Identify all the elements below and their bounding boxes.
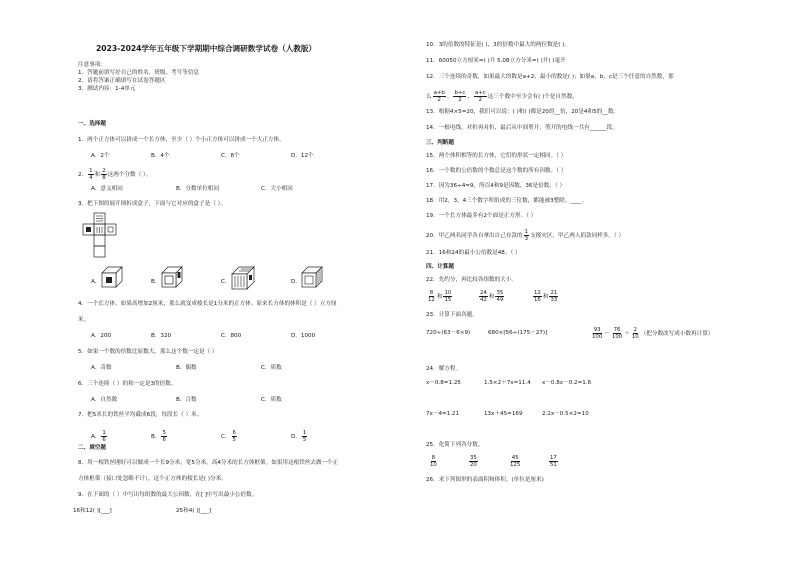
denominator: 100 [611,334,623,340]
option: D． [291,279,301,285]
question-1: 1．两个正方体可以拼成一个长方体，至少（ ）个小正方体可以拼成一个大正方体。 [78,137,285,143]
question-2-prefix: 2． [78,172,88,178]
equation: 7x－4=1.21 [426,411,460,417]
denominator: 100 [592,334,603,340]
numerator: 8 [431,455,436,461]
cube-option-d [301,266,323,288]
numerator: 6 [232,430,236,436]
option-label: B． [151,434,161,440]
fraction [524,229,529,242]
question-25: 25．化简下列各分数。 [426,442,484,448]
fraction [533,290,542,303]
q20-suffix: 支援灾区，甲乙两人捐款同样多。（ ） [530,233,625,239]
denominator: 49 [496,297,504,303]
question-24: 24．解方程。 [426,366,462,372]
option: C．质数 [261,397,282,403]
option: B．320 [151,333,172,339]
fraction [443,290,452,303]
section-heading-calc: 四、计算题 [426,264,454,270]
fraction [631,327,640,340]
question-13: 13．根据4×5=20，我们可以说：( )和( )都是20的__倍，20是4和5的__数。 [426,109,620,115]
fraction [429,455,438,468]
q23-expr-1: 720÷(63－6×9) [426,330,471,336]
option-label: A． [91,434,101,440]
question-9-item: 25和4( )[___] [176,508,212,514]
question-15: 15．两个体积相等的长方体，它们的形状一定相同。（ ） [426,153,567,159]
note-line: 1．答题前填写好自己的姓名、班级、考号等信息 [78,70,200,76]
numerator: 76 [613,327,621,333]
numerator: 35 [496,290,504,296]
numerator: 17 [550,455,557,461]
question-7: 7．把5米长的铁丝平均截成6段，每段长（ ）米。 [78,412,203,418]
question-21: 21．16和24的最小公倍数是48。（ ） [426,250,521,256]
fraction [302,430,307,443]
equation: x－0.8x－0.2=1.6 [542,380,592,386]
option: C．质数 [261,365,282,371]
notes-heading: 注意事项： [78,62,106,68]
option: C． [221,279,231,285]
q20-prefix: 20．甲乙两名同学各自拿出自己存款的 [426,233,523,239]
question-10: 10．3的倍数的特征是( )，3的倍数中最大的两位数是( )。 [426,42,570,48]
denominator: 42 [480,297,487,303]
question-17: 17．因为36÷4=9，所以4和9是因数，36是倍数。（ ） [426,183,566,189]
q25-item [508,455,522,468]
cube-option-a [101,266,123,288]
option [221,430,238,443]
numerator: 1 [102,430,106,436]
denominator: 8 [102,175,106,181]
option: B．偶数 [176,365,197,371]
option: A．200 [91,333,112,339]
denominator: 4 [89,175,93,181]
note-line: 3．测试内容：1-4单元 [78,86,136,92]
denominator: 6 [162,437,166,443]
q25-item [548,455,559,468]
option: A． [91,279,101,285]
option: C．大小相同 [261,186,293,192]
q25-item [468,455,479,468]
fraction [469,455,478,468]
question-20 [426,229,624,242]
numerator: a+c [474,90,486,96]
fraction [453,90,466,103]
numerator: 1 [302,430,307,436]
question-16: 16．一个数的公倍数的个数总是这个数的所有因数。（ ） [426,168,567,174]
q12-suffix: 这三个数中至少会有( )个是自然数。 [487,94,578,100]
fraction [549,290,558,303]
cube-net-figure [82,212,118,260]
option: B．分数单位相同 [176,186,219,192]
fraction [549,455,558,468]
section-heading-judge: 三、判断题 [426,140,454,146]
question-4-cont: 米。 [78,317,90,323]
q23-expr-3 [590,327,713,340]
q22-item: $\frac{12}{16}$ 和 $\frac{21}{33}$ [534,290,558,303]
question-11: 11．60050立方厘米=( )升 5.08立方分米=( )升( )毫升 [426,58,566,64]
option: A．意义相同 [91,186,123,192]
numerator: 10 [444,290,452,296]
cube-option-b [161,266,183,288]
fraction [509,455,521,468]
equation: 13x＋45=169 [484,411,523,417]
option: C．800 [221,333,242,339]
option: D．1000 [291,333,316,339]
fraction [161,430,166,443]
numerator: 35 [470,455,477,461]
numerator: 1 [89,168,93,174]
equation: 1.5×2＋7x=11.4 [484,380,531,386]
question-8: 8．用一根铁丝刚好可以做成一个长9分米，宽5分米，高4分米的长方体框架。如果用这根铁丝去做一个正 [78,460,339,466]
numerator: 1 [524,229,529,235]
cube-option-c [231,266,255,290]
numerator: 8 [429,290,434,296]
fraction [591,327,603,340]
denominator: 20 [470,462,477,468]
fraction [101,430,106,443]
question-19: 19．一个长方体最多有2个面是正方形。（ ） [426,213,537,219]
denominator: 125 [510,462,521,468]
numerator: 5 [162,430,166,436]
question-2-suffix: 这两个分数（ ）。 [107,172,152,178]
option [151,430,168,443]
numerator: 24 [480,290,487,296]
section-heading-fill: 二、填空题 [78,445,106,451]
question-3: 3．把下图的展开图折成盒子，下面与它对应的盒子是（ ）。 [78,201,226,207]
numerator: 2 [102,168,106,174]
numerator: 12 [534,290,541,296]
fraction [433,90,446,103]
denominator: 15 [444,297,452,303]
section-heading-choice: 一、选择题 [78,121,106,127]
question-6: 6．三个连续（ ）的和一定是3的倍数。 [78,381,177,387]
denominator: 2 [478,97,483,103]
numerator: 2 [633,327,637,333]
question-18: 18．用2，3，4三个数字所组成的三位数，都能被3整除。____。 [426,198,588,204]
fraction [474,90,487,103]
fraction [495,290,504,303]
option: A．2个 [91,153,110,159]
q12-prefix: 么 [426,94,432,100]
option: C．8个 [221,153,240,159]
option [91,430,108,443]
q22-item: $\frac{24}{42}$ 和 $\frac{35}{49}$ [480,290,504,303]
operator: ＋ [624,331,630,337]
question-12: 12．三个连续的奇数，如果最大的数是a+2，最小的数是( )；如果a，b，c是三个任意的自然数，那 [426,74,674,80]
denominator: 2 [458,97,462,103]
denominator: 6 [102,437,106,443]
option-label: D． [291,434,301,440]
option: B．4个 [151,153,170,159]
question-2 [78,168,151,181]
denominator: 10 [631,334,639,340]
equation: x－0.8=1.25 [426,380,461,386]
denominator: 16 [534,297,541,303]
option: B． [151,279,161,285]
numerator: b+c [454,90,466,96]
fraction [101,168,106,181]
page-title: 2023-2024学年五年级下学期期中综合调研数学试卷（人教版） [96,44,317,53]
numerator: 93 [593,327,601,333]
q23-note: （把分数改写成小数再计算） [640,331,714,337]
option-label: C． [221,434,231,440]
question-8-cont: 方体框架（接口处忽略不计），这个正方体的棱长是( )分米。 [78,476,227,482]
fraction [611,327,623,340]
denominator: 12 [428,297,435,303]
note-line: 2．请将答案正确填写在试卷答题区 [78,78,166,84]
question-5: 5．如果一个数的倍数比原数大，那么这个数一定是（ ） [78,349,218,355]
option: D．12个 [291,153,314,159]
fraction [88,168,93,181]
option: A．奇数 [91,365,112,371]
operator: － [604,331,610,337]
question-9: 9．在下面的（ ）中写出每组数的最大公因数，在[ ]中写出最小公倍数。 [78,492,258,498]
question-26: 26．求下列图形的表面积和体积。(单位是厘米) [426,477,544,483]
denominator: 51 [550,462,557,468]
fraction [232,430,237,443]
q23-expr-2: 680×[56÷(175－27)] [488,330,548,336]
fraction [427,290,436,303]
numerator: 21 [550,290,558,296]
fraction [479,290,488,303]
denominator: 33 [550,297,558,303]
denominator: 10 [430,462,437,468]
question-4: 4．一个长方体，如果高增加2厘米，那么就变成棱长是1分米的正方体。原来长方体的体积是（ ）立方厘 [78,301,337,307]
numerator: a+b [433,90,445,96]
question-14: 14．一根电线，对折再对折，最后从中间剪开，剪开的电线一共有______段。 [426,125,618,131]
denominator: 5 [302,437,307,443]
denominator: 5 [232,437,236,443]
question-23: 23．计算下面各题。 [426,312,478,318]
question-9-item: 16和12( )[___] [73,508,112,514]
option: B．合数 [176,397,197,403]
q25-item [428,455,439,468]
q22-item: $\frac{8}{12}$ 和 $\frac{10}{15}$ [428,290,452,303]
option [291,430,308,443]
question-22: 22．先约分，再比较各组数的大小。 [426,277,518,283]
question-12-cont: 么 $\frac{a+b}{2}$ 、 $\frac{b+c}{2}$ 、 $\frac{a+c}{2}$ 这三个数中至少会有( )个是自然数。 [426,90,578,103]
denominator: 2 [437,97,441,103]
equation: 2.2x－0.5×2=10 [542,411,589,417]
denominator: 3 [524,236,529,242]
question-2-mid: 和 [94,172,101,178]
option: A．自然数 [91,397,118,403]
numerator: 45 [511,455,519,461]
